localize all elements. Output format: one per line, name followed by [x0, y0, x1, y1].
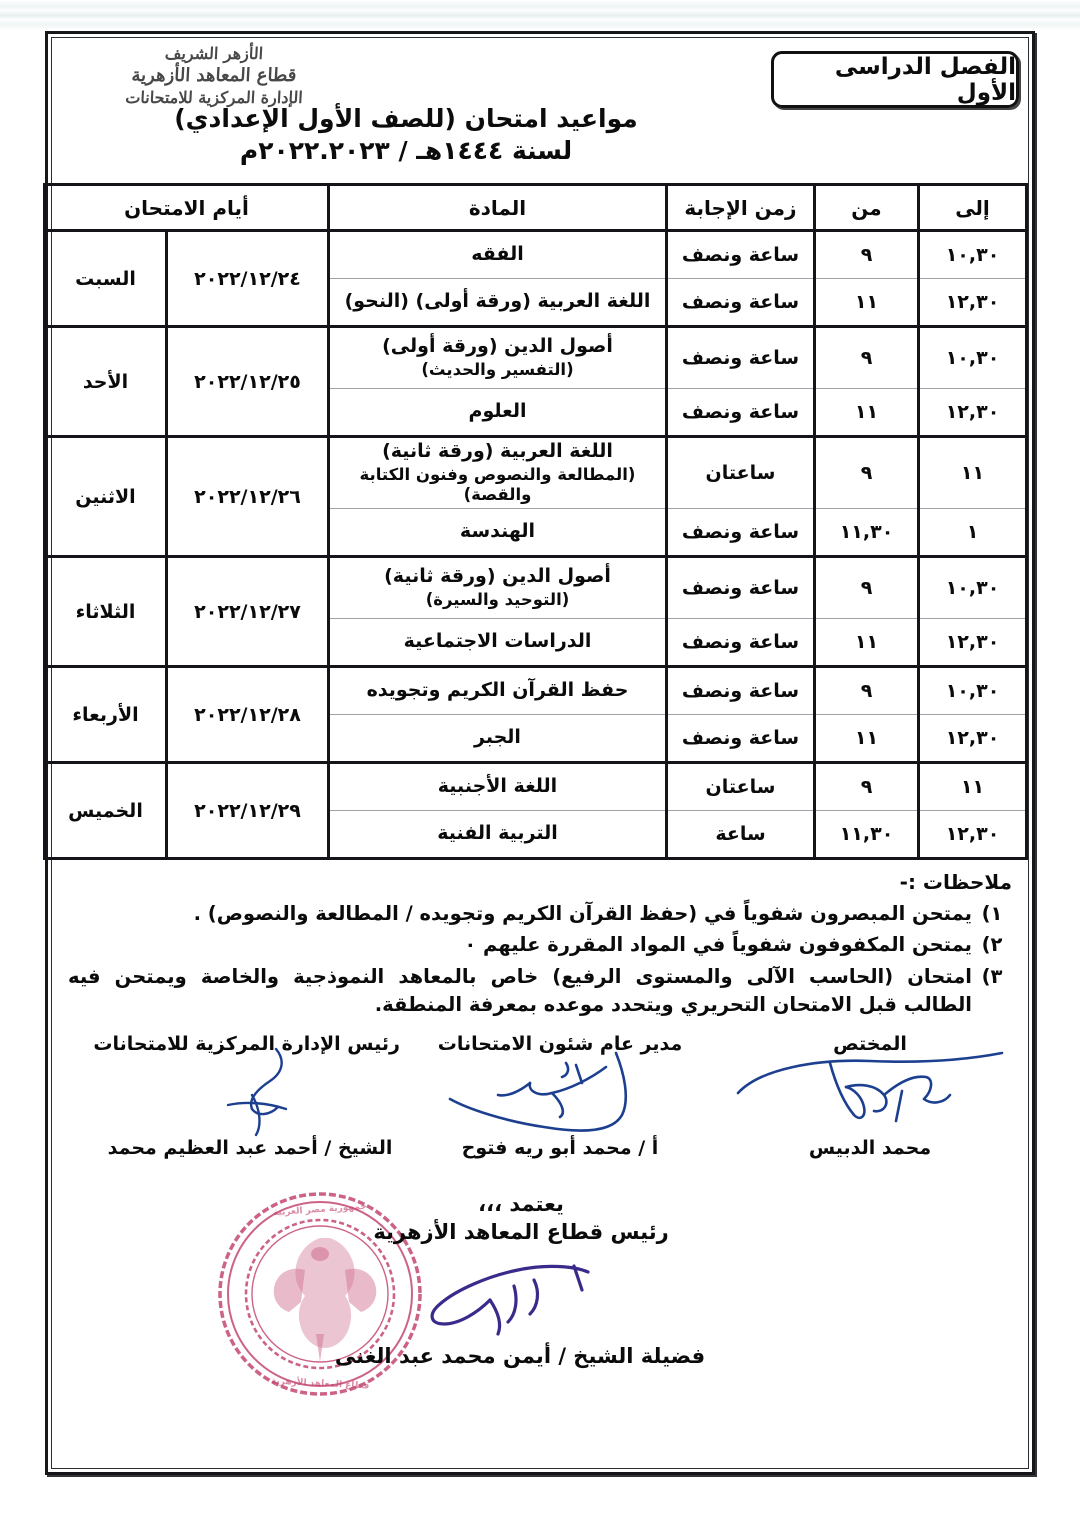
approval-section [52, 1184, 1028, 1419]
cell-time-from: ٩ [815, 231, 919, 279]
cell-duration: ساعة ونصف [667, 279, 815, 327]
page-title [52, 104, 760, 165]
cell-duration: ساعتان [667, 437, 815, 509]
note-text: يمتحن المبصرون شفوياً في (حفظ القرآن الكريم وتجويده / المطالعة والنصوص) . [193, 902, 972, 925]
cell-time-to: ١١ [919, 763, 1027, 811]
signature-role-label: المختص [833, 1033, 907, 1056]
cell-duration: ساعة ونصف [667, 667, 815, 715]
cell-time-from: ١١ [815, 389, 919, 437]
handwritten-signature-ink [410, 1047, 710, 1137]
note-item [68, 931, 1012, 959]
page-title-line-2: لسنة ١٤٤٤هـ / ٢٠٢٢.٢٠٢٣م [239, 136, 573, 165]
table-row [44, 763, 1026, 811]
page-title-line-1: مواعيد امتحان (للصف الأول الإعدادي) [174, 104, 638, 133]
cell-exam-day: الثلاثاء [44, 557, 166, 667]
cell-time-from: ١١ [815, 279, 919, 327]
signature-block-exams-director [410, 1033, 710, 1160]
page-inner-border [51, 37, 1029, 1469]
cell-duration: ساعة ونصف [667, 619, 815, 667]
cell-time-from: ٩ [815, 437, 919, 509]
column-header-exam-days: أيام الامتحان [44, 185, 328, 231]
approval-line-1: يعتمد ،،، [478, 1192, 564, 1217]
cell-exam-day: الأحد [44, 327, 166, 437]
cell-exam-date: ٢٠٢٢/١٢/٢٥ [167, 327, 329, 437]
cell-time-to: ١٢,٣٠ [919, 619, 1027, 667]
cell-time-from: ٩ [815, 557, 919, 619]
cell-time-from: ٩ [815, 327, 919, 389]
cell-time-to: ١ [919, 509, 1027, 557]
cell-duration: ساعة ونصف [667, 715, 815, 763]
cell-subject: اللغة العربية (ورقة أولى) (النحو) [329, 279, 667, 327]
table-row [44, 557, 1026, 619]
cell-time-to: ١٢,٣٠ [919, 389, 1027, 437]
note-text: يمتحن المكفوفون شفوياً في المواد المقررة عليهم ٠ [464, 933, 972, 957]
column-header-from: من [815, 185, 919, 231]
cell-subject: اللغة العربية (ورقة ثانية) (المطالعة والنصوص وفنون الكتابة والقصة) [329, 437, 667, 509]
cell-subject: الهندسة [329, 509, 667, 557]
cell-time-from: ١١ [815, 619, 919, 667]
scanner-edge-artifact [0, 0, 1080, 30]
signature-person-name: أ / محمد أبو ريه فتوح [461, 1137, 659, 1160]
signature-person-name: الشيخ / أحمد عبد العظيم محمد [107, 1137, 393, 1160]
org-line-2: قطاع المعاهد الأزهرية [131, 65, 297, 87]
notes-list [68, 900, 1012, 1019]
cell-time-from: ١١ [815, 715, 919, 763]
cell-exam-date: ٢٠٢٢/١٢/٢٨ [167, 667, 329, 763]
signature-role-label: رئيس الإدارة المركزية للامتحانات [93, 1033, 400, 1056]
cell-time-to: ١٠,٣٠ [919, 667, 1027, 715]
organization-letterhead [64, 44, 364, 108]
cell-time-to: ١٠,٣٠ [919, 557, 1027, 619]
cell-subject: أصول الدين (ورقة أولى) (التفسير والحديث) [329, 327, 667, 389]
cell-time-from: ٩ [815, 763, 919, 811]
cell-time-from: ٩ [815, 667, 919, 715]
cell-exam-date: ٢٠٢٢/١٢/٢٤ [167, 231, 329, 327]
org-line-3: الإدارة المركزية للامتحانات [124, 87, 304, 107]
cell-subject: الجبر [329, 715, 667, 763]
term-badge [771, 51, 1019, 108]
table-row [44, 667, 1026, 715]
document-header [52, 38, 1028, 183]
svg-text:جمهورية مصر العربية: جمهورية مصر العربية [272, 1201, 368, 1219]
cell-subject: الفقه [329, 231, 667, 279]
approval-heading [306, 1192, 736, 1244]
cell-time-to: ١٢,٣٠ [919, 811, 1027, 859]
approval-person-name: فضيلة الشيخ / أيمن محمد عبد الغنى [334, 1344, 706, 1369]
signature-section [52, 1033, 1028, 1178]
note-number: ١) [981, 902, 1003, 925]
cell-subject: العلوم [329, 389, 667, 437]
signature-block-central-admin-head [93, 1033, 400, 1160]
note-number: ٣) [981, 964, 1003, 988]
handwritten-signature-ink [720, 1047, 1020, 1137]
document-page [45, 31, 1035, 1475]
signature-block-specialist [720, 1033, 1020, 1160]
cell-duration: ساعة ونصف [667, 231, 815, 279]
signature-person-name: محمد الدبيس [808, 1137, 932, 1160]
cell-subject: الدراسات الاجتماعية [329, 619, 667, 667]
cell-subject: اللغة الأجنبية [329, 763, 667, 811]
cell-exam-day: الاثنين [44, 437, 166, 557]
note-number: ٢) [981, 933, 1003, 957]
cell-time-from: ١١,٣٠ [815, 811, 919, 859]
cell-exam-date: ٢٠٢٢/١٢/٢٩ [167, 763, 329, 859]
cell-duration: ساعتان [667, 763, 815, 811]
notes-title: ملاحظات :- [899, 870, 1012, 894]
cell-exam-day: السبت [44, 231, 166, 327]
table-row [44, 437, 1026, 509]
cell-duration: ساعة ونصف [667, 557, 815, 619]
approval-signature-ink [378, 1256, 608, 1341]
cell-subject: حفظ القرآن الكريم وتجويده [329, 667, 667, 715]
cell-exam-date: ٢٠٢٢/١٢/٢٧ [167, 557, 329, 667]
org-line-1: الأزهر الشريف [164, 44, 264, 63]
cell-duration: ساعة [667, 811, 815, 859]
table-header-row [44, 185, 1026, 231]
cell-time-to: ١٠,٣٠ [919, 231, 1027, 279]
cell-time-to: ١١ [919, 437, 1027, 509]
cell-exam-day: الأربعاء [44, 667, 166, 763]
cell-subject: أصول الدين (ورقة ثانية) (التوحيد والسيرة) [329, 557, 667, 619]
cell-duration: ساعة ونصف [667, 327, 815, 389]
cell-exam-date: ٢٠٢٢/١٢/٢٦ [167, 437, 329, 557]
signature-role-label: مدير عام شئون الامتحانات [437, 1033, 683, 1056]
table-row [44, 231, 1026, 279]
cell-time-from: ١١,٣٠ [815, 509, 919, 557]
cell-duration: ساعة ونصف [667, 509, 815, 557]
notes-section [52, 860, 1028, 1019]
column-header-to: إلى [919, 185, 1027, 231]
cell-time-to: ١٢,٣٠ [919, 279, 1027, 327]
cell-time-to: ١٠,٣٠ [919, 327, 1027, 389]
table-row [44, 327, 1026, 389]
note-text: امتحان (الحاسب الآلى والمستوى الرفيع) خاص بالمعاهد النموذجية والخاصة ويمتحن فيه الطالب قبل الامتحان التحريري ويتحدد موعده بمعرفة المنطقة. [68, 964, 972, 1016]
cell-duration: ساعة ونصف [667, 389, 815, 437]
approval-line-2: رئيس قطاع المعاهد الأزهرية [373, 1220, 669, 1245]
column-header-subject: المادة [329, 185, 667, 231]
column-header-duration: زمن الإجابة [667, 185, 815, 231]
cell-exam-day: الخميس [44, 763, 166, 859]
handwritten-signature-ink [100, 1047, 400, 1137]
cell-subject: التربية الفنية [329, 811, 667, 859]
svg-text:قطاع المعاهد الأزهرية: قطاع المعاهد الأزهرية [270, 1376, 370, 1392]
term-badge-label: الفصل الدراسى الأول [834, 53, 1016, 106]
exam-schedule-table [43, 183, 1028, 860]
note-item [68, 963, 1012, 1020]
note-item [68, 900, 1012, 928]
table-body [44, 231, 1026, 859]
cell-time-to: ١٢,٣٠ [919, 715, 1027, 763]
